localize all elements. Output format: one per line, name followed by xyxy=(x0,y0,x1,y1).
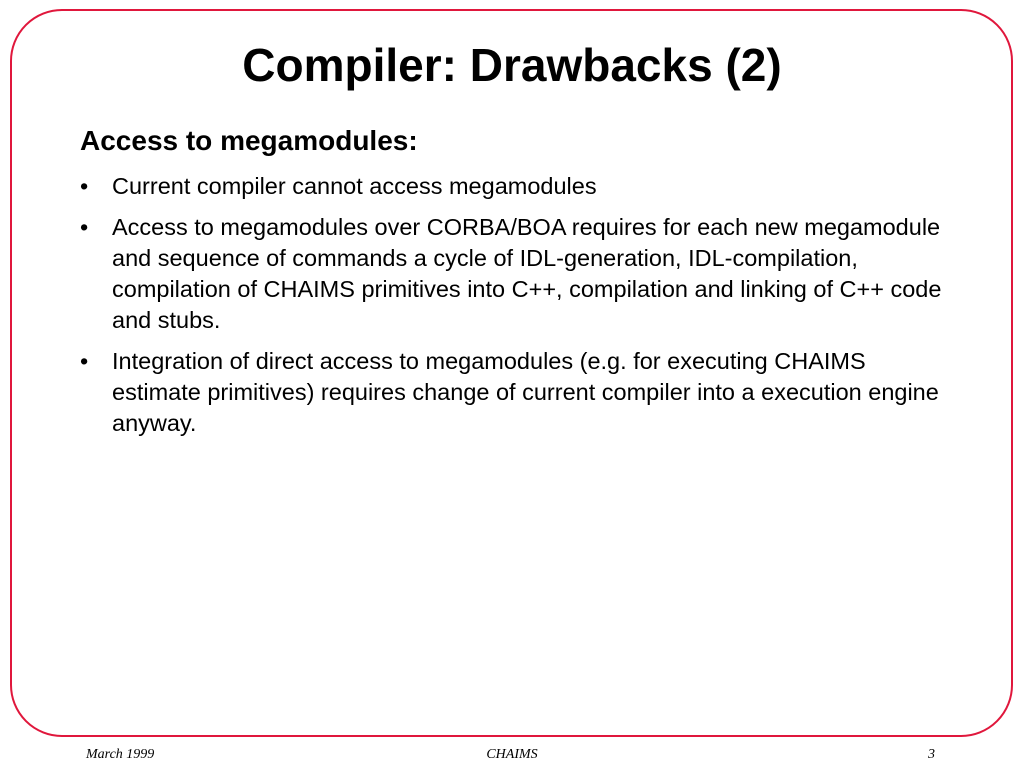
bullet-item xyxy=(80,346,950,439)
section-heading: Access to megamodules: xyxy=(80,125,418,156)
bullet-icon: • xyxy=(80,214,89,240)
bullet-text: Integration of direct access to megamodules (e.g. for executing CHAIMS estimate primitives) requires change of current compiler into a execution engine anyway. xyxy=(112,348,939,436)
slide-title: Compiler: Drawbacks (2) xyxy=(242,39,782,91)
bullet-text: Current compiler cannot access megamodules xyxy=(112,173,597,199)
bullet-item xyxy=(80,212,950,336)
bullet-icon: • xyxy=(80,348,89,374)
bullet-list xyxy=(80,171,950,449)
footer-date: March 1999 xyxy=(86,747,155,762)
footer-page-number: 3 xyxy=(928,747,935,762)
footer-project: CHAIMS xyxy=(486,747,538,762)
bullet-text: Access to megamodules over CORBA/BOA requires for each new megamodule and sequence of commands a cycle of IDL-generation, IDL-compilation, compilation of CHAIMS primitives into C++, compilation and linking of C++ code and stubs. xyxy=(112,214,942,333)
bullet-icon: • xyxy=(80,173,89,199)
bullet-item xyxy=(80,171,950,202)
